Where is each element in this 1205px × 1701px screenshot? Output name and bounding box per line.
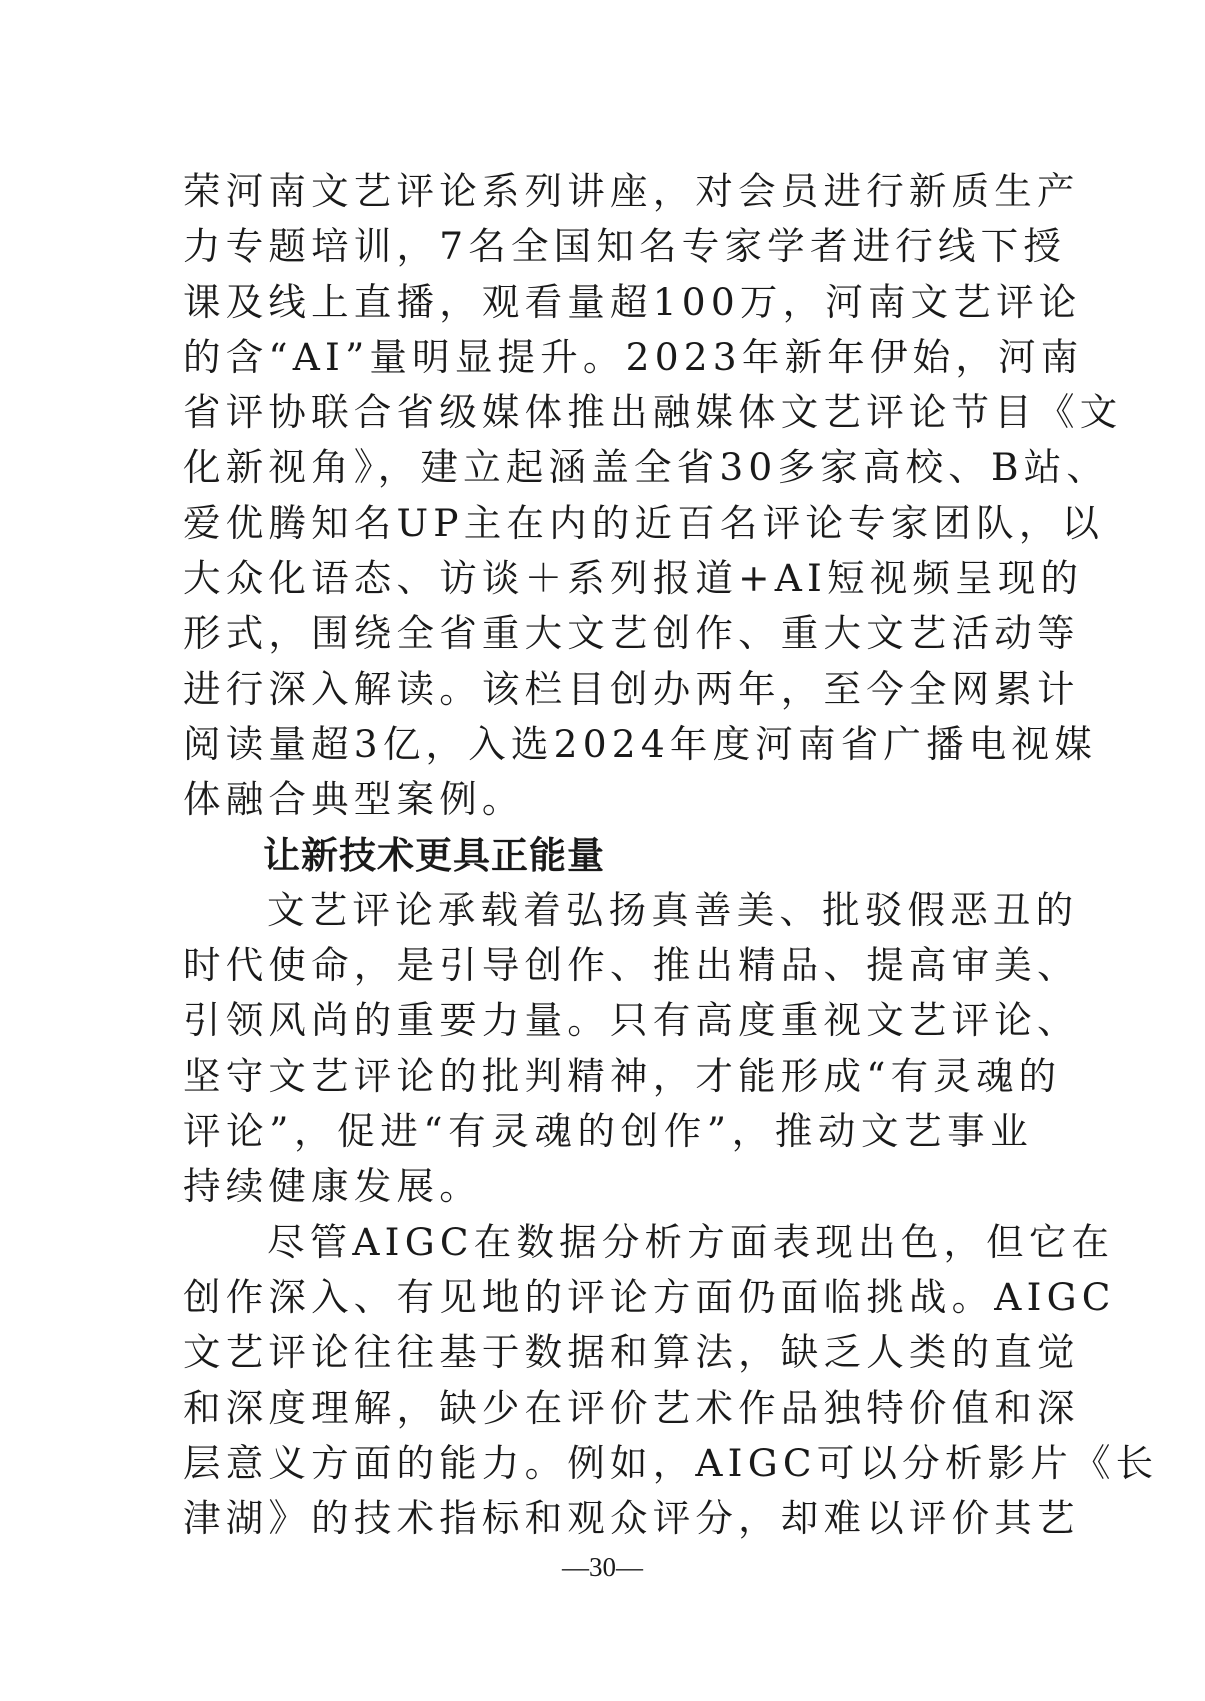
text-line: 文艺评论承载着弘扬真善美、批驳假恶丑的	[267, 887, 1079, 932]
text-line: 省评协联合省级媒体推出融媒体文艺评论节目《文	[183, 390, 1123, 435]
text-line: 的含“AI”量明显提升。2023年新年伊始，河南	[183, 334, 1084, 379]
text-line: 爱优腾知名UP主在内的近百名评论专家团队，以	[183, 500, 1105, 545]
text-line: 阅读量超3亿，入选2024年度河南省广播电视媒	[183, 721, 1097, 766]
text-line: 时代使命，是引导创作、推出精品、提高审美、	[183, 943, 1080, 988]
text-line: 引领风尚的重要力量。只有高度重视文艺评论、	[183, 998, 1080, 1043]
text-line: 坚守文艺评论的批判精神，才能形成“有灵魂的	[183, 1053, 1062, 1098]
paragraph	[183, 883, 1080, 1215]
paragraph	[183, 164, 1123, 828]
text-line: 化新视角》，建立起涵盖全省30多家高校、B站、	[183, 445, 1110, 490]
page-number: —30—	[562, 1552, 643, 1582]
text-line: 创作深入、有见地的评论方面仍面临挑战。AIGC	[183, 1274, 1116, 1319]
text-line: 津湖》的技术指标和观众评分，却难以评价其艺	[183, 1496, 1080, 1541]
text-line: 课及线上直播，观看量超100万，河南文艺评论	[183, 279, 1082, 324]
text-line: 持续健康发展。	[183, 1164, 482, 1209]
text-line: 大众化语态、访谈＋系列报道+AI短视频呈现的	[183, 556, 1084, 601]
text-line: 进行深入解读。该栏目创办两年，至今全网累计	[183, 666, 1080, 711]
text-line: 荣河南文艺评论系列讲座，对会员进行新质生产	[183, 169, 1080, 213]
text-line: 体融合典型案例。	[183, 777, 525, 822]
text-line: 层意义方面的能力。例如，AIGC可以分析影片《长	[183, 1440, 1159, 1485]
text-line: 文艺评论往往基于数据和算法，缺乏人类的直觉	[183, 1330, 1080, 1375]
section-heading: 让新技术更具正能量	[263, 833, 605, 877]
page-body	[183, 164, 1159, 1546]
text-line: 形式，围绕全省重大文艺创作、重大文艺活动等	[183, 611, 1080, 656]
text-line: 力专题培训，7名全国知名专家学者进行线下授	[183, 224, 1067, 269]
paragraph	[183, 1215, 1159, 1547]
text-line: 评论”，促进“有灵魂的创作”，推动文艺事业	[183, 1109, 1033, 1154]
text-line: 尽管AIGC在数据分析方面表现出色，但它在	[267, 1219, 1115, 1264]
text-line: 和深度理解，缺少在评价艺术作品独特价值和深	[183, 1385, 1080, 1430]
